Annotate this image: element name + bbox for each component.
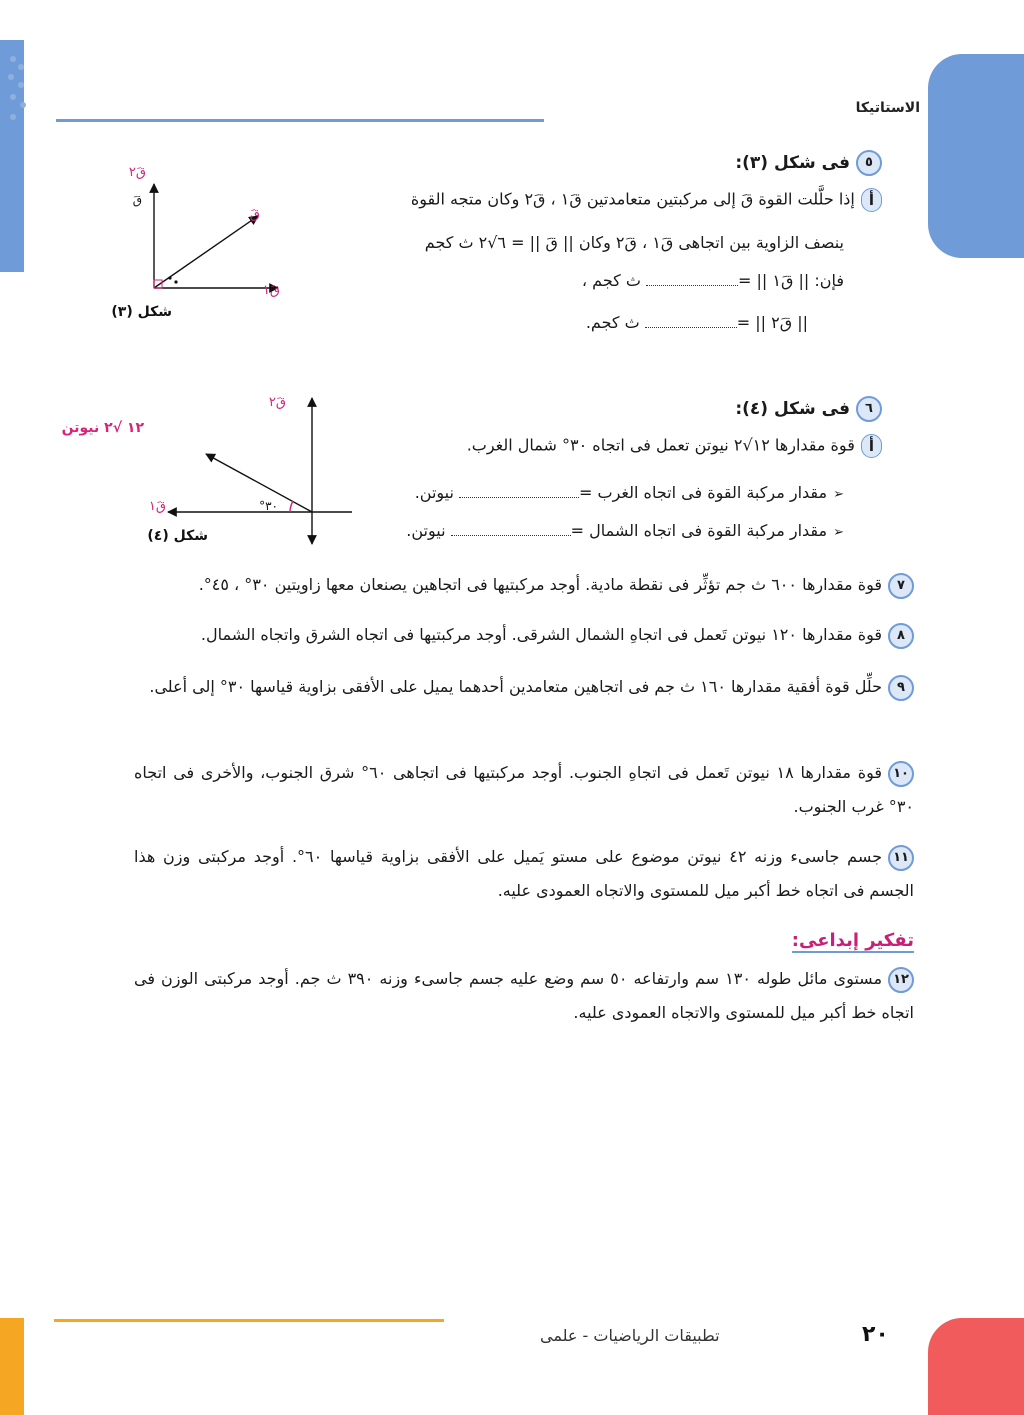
q5-heading: ٥فى شكل (٣): — [735, 150, 882, 176]
creative-heading: تفكير إبداعى: — [791, 930, 914, 951]
chapter-title: الاستاتيكا — [855, 100, 920, 116]
q6-bullet-1: ➢مقدار مركبة القوة فى اتجاه الغرب = نيوتن. — [414, 483, 844, 502]
q8-number: ٨ — [888, 623, 914, 649]
q10-item — [134, 756, 914, 824]
label-f: قَ — [249, 207, 260, 222]
q6-number: ٦ — [856, 396, 882, 422]
answer-blank[interactable] — [459, 483, 579, 498]
q5-sub-label: أ — [861, 188, 882, 212]
header-color-tab — [928, 54, 1024, 258]
q9-text: حلِّل قوة أفقية مقدارها ١٦٠ ث جم فى اتجاهين متعامدين أحدهما يميل على الأفقى بزاوية قياسها ٣٠° إلى أعلى. — [149, 677, 882, 696]
q7-text: قوة مقدارها ٦٠٠ ث جم تؤثِّر فى نقطة مادية. أوجد مركبتيها فى اتجاهين يصنعان معها زاويتين ٣٠° ، ٤٥°. — [198, 575, 882, 594]
footer-rule — [54, 1319, 444, 1322]
q11-text: جسم جاسىء وزنه ٤٢ نيوتن موضوع على مستو يَميل على الأفقى بزاوية قياسها ٦٠°. أوجد مركبتى وزن هذا الجسم فى اتجاه خط أكبر ميل للمستوى والاتجاه العمودى عليه. — [134, 847, 914, 900]
q6-sub-label: أ — [861, 434, 882, 458]
footer-color-tab — [928, 1318, 1024, 1415]
arrow-bullet-icon: ➢ — [833, 487, 844, 502]
q9-number: ٩ — [888, 675, 914, 701]
q8-text: قوة مقدارها ١٢٠ نيوتن تَعمل فى اتجاهِ الشمال الشرقى. أوجد مركبتيها فى اتجاه الشرق واتجاه الشمال. — [200, 625, 882, 644]
q12-number: ١٢ — [888, 967, 914, 993]
q6-heading: ٦فى شكل (٤): — [735, 396, 882, 422]
q5-line-4: || قَ٢ || = ث كجم. — [585, 313, 808, 332]
q6-line-1: أقوة مقدارها ١٢√٢ نيوتن تعمل فى اتجاه ٣٠° شمال الغرب. — [467, 434, 882, 458]
figure-4-caption: شكل (٤) — [147, 528, 208, 544]
label-f1: قَ١ — [148, 499, 166, 514]
q12-text: مستوى مائل طوله ١٣٠ سم وارتفاعه ٥٠ سم وضع عليه جسم جاسىء وزنه ٣٩٠ ث جم. أوجد مركبتى الوزن فى اتجاه خط أكبر ميل للمستوى والاتجاه العمودى عليه. — [134, 969, 914, 1022]
q10-text: قوة مقدارها ١٨ نيوتن تَعمل فى اتجاهِ الجنوب. أوجد مركبتيها فى اتجاهى ٦٠° شرق الجنوب، والأخرى فى اتجاه ٣٠° غرب الجنوب. — [134, 763, 914, 816]
q5-line-3: فإن: || قَ١ || = ث كجم ، — [581, 271, 844, 290]
q5-number: ٥ — [856, 150, 882, 176]
q12-item — [134, 962, 914, 1030]
q8-item — [134, 618, 914, 652]
label-f2: قَ٢ — [128, 165, 146, 180]
q5-line-2: ينصف الزاوية بين اتجاهى قَ١ ، قَ٢ وكان || قَ || = ٦√٢ ث كجم — [424, 233, 844, 252]
q6-bullet-2: ➢مقدار مركبة القوة فى اتجاه الشمال = نيوتن. — [406, 521, 844, 540]
label-f1: قَ١ — [262, 283, 280, 298]
book-title: تطبيقات الرياضيات - علمى — [540, 1326, 720, 1345]
q11-number: ١١ — [888, 845, 914, 871]
answer-blank[interactable] — [646, 271, 738, 286]
label-f2: قَ٢ — [268, 395, 286, 410]
figure-3-caption: شكل (٣) — [111, 304, 172, 320]
q10-number: ١٠ — [888, 761, 914, 787]
dot-pattern — [4, 50, 28, 130]
figure-4 — [61, 390, 370, 550]
footer-left-tab — [0, 1318, 24, 1415]
angle-arc — [290, 501, 293, 512]
q9-item — [134, 670, 914, 704]
answer-blank[interactable] — [451, 521, 571, 536]
header-rule — [56, 119, 544, 122]
q5-line-1: أإذا حلَّلت القوة قَ إلى مركبتين متعامدتين قَ١ ، قَ٢ وكان متجه القوة — [411, 188, 882, 212]
angle-label: ٣٠° — [259, 499, 278, 513]
force-label: ١٢ √٢ نيوتن — [61, 420, 144, 436]
arrow-bullet-icon: ➢ — [833, 525, 844, 540]
label-y: قَ — [132, 193, 142, 207]
q11-item — [134, 840, 914, 908]
q7-number: ٧ — [888, 573, 914, 599]
page-number: ٢٠ — [862, 1322, 889, 1347]
q7-item — [134, 568, 914, 602]
figure-3 — [111, 148, 330, 328]
answer-blank[interactable] — [645, 313, 737, 328]
